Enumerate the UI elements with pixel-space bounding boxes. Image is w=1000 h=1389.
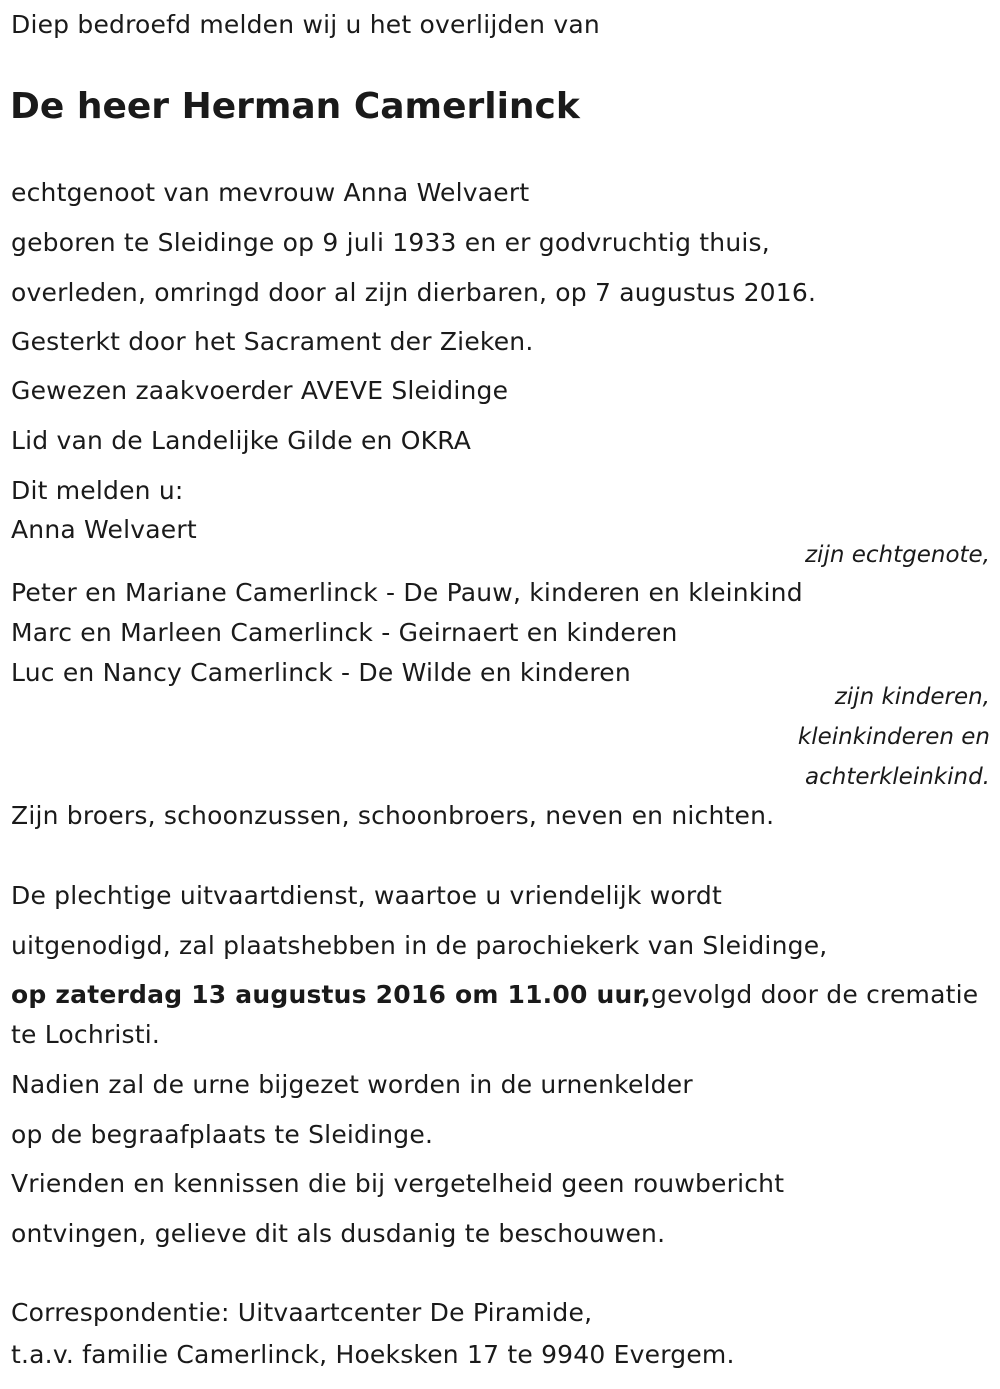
child-family-line: Marc en Marleen Camerlinck - Geirnaert en kinderen xyxy=(11,618,678,647)
children-role: zijn kinderen, xyxy=(834,684,990,710)
service-line: Nadien zal de urne bijgezet worden in de urnenkelder xyxy=(11,1070,693,1099)
children-role: kleinkinderen en xyxy=(797,724,990,750)
child-family-line: Luc en Nancy Camerlinck - De Wilde en kinderen xyxy=(11,658,631,687)
service-line: te Lochristi. xyxy=(11,1020,161,1049)
bio-line: echtgenoot van mevrouw Anna Welvaert xyxy=(11,178,530,207)
spouse-name: Anna Welvaert xyxy=(11,515,197,544)
service-line: De plechtige uitvaartdienst, waartoe u vriendelijk wordt xyxy=(11,881,722,910)
service-date-line xyxy=(11,980,978,1010)
bio-line: overleden, omringd door al zijn dierbaren, op 7 augustus 2016. xyxy=(11,278,817,307)
deceased-name: De heer Herman Camerlinck xyxy=(10,86,580,127)
bio-line: geboren te Sleidinge op 9 juli 1933 en er godvruchtig thuis, xyxy=(11,228,770,257)
service-line: uitgenodigd, zal plaatshebben in de parochiekerk van Sleidinge, xyxy=(11,931,828,960)
announcers-heading: Dit melden u: xyxy=(11,476,184,505)
bio-line: Gesterkt door het Sacrament der Zieken. xyxy=(11,327,534,356)
children-role: achterkleinkind. xyxy=(805,764,990,790)
service-date-rest: gevolgd door de crematie xyxy=(651,980,979,1009)
service-date: op zaterdag 13 augustus 2016 om 11.00 uur, xyxy=(11,980,652,1009)
bio-line: Gewezen zaakvoerder AVEVE Sleidinge xyxy=(11,376,509,405)
service-line: Vrienden en kennissen die bij vergetelheid geen rouwbericht xyxy=(11,1169,785,1198)
spouse-role: zijn echtgenote, xyxy=(804,542,990,568)
service-line: ontvingen, gelieve dit als dusdanig te beschouwen. xyxy=(11,1219,666,1248)
extended-family: Zijn broers, schoonzussen, schoonbroers, neven en nichten. xyxy=(11,801,775,830)
bio-line: Lid van de Landelijke Gilde en OKRA xyxy=(11,426,472,455)
child-family-line: Peter en Mariane Camerlinck - De Pauw, kinderen en kleinkind xyxy=(11,578,803,607)
intro-text: Diep bedroefd melden wij u het overlijden van xyxy=(11,10,600,39)
correspondence-line: Correspondentie: Uitvaartcenter De Piramide, xyxy=(11,1298,593,1327)
correspondence-line: t.a.v. familie Camerlinck, Hoeksken 17 te 9940 Evergem. xyxy=(11,1340,735,1369)
service-line: op de begraafplaats te Sleidinge. xyxy=(11,1120,434,1149)
